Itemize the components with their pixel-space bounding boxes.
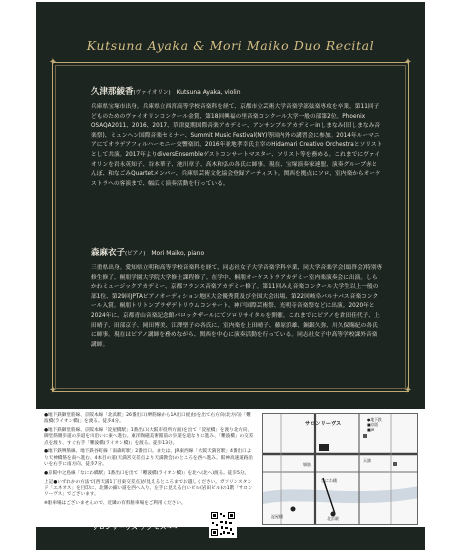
access-footer-label: サロンリーヴズ アクセス→→ <box>92 523 178 531</box>
violinist-name: 久津那綾香 <box>91 87 134 97</box>
corner-ornament-icon: ✦ <box>403 385 413 396</box>
pianist-roman-name: Mori Maiko, piano <box>151 250 205 257</box>
access-map[interactable] <box>262 413 418 525</box>
map-label-tenma: 天満 <box>363 458 371 463</box>
map-label-yodoyabashi: 淀屋橋 <box>271 514 283 519</box>
qr-code[interactable] <box>209 510 237 538</box>
access-directions <box>44 413 254 510</box>
map-legend-item: ■JR <box>367 427 375 432</box>
corner-ornament-icon: ✦ <box>403 57 413 68</box>
corner-ornament-icon: ✦ <box>48 57 58 68</box>
violinist-role: (ヴァイオリン) <box>133 90 171 96</box>
violinist-heading <box>91 85 383 97</box>
violinist-roman-name: Kutsuna Ayaka, violin <box>176 89 241 96</box>
map-legend-item: ■京阪 <box>367 422 379 427</box>
access-item: ●地下鉄御堂筋線、京阪本線「淀屋橋駅」1番出口(大阪市役所方面)を出て「淀屋橋」を渡り北方向、御堂筋側歩道の歩道を川沿いに東へ進む。東洋陶磁美術館前の歩道を道なりに進み、「難波橋」の交差点を渡り、すぐ右手「難波橋(ライオン橋)」を渡る。徒歩13分。 <box>44 428 254 446</box>
pianist-bio-text: 三重県出身。愛知県立明和高等学校音楽科を経て、同志社女子大学音楽学科卒業、同大学音楽学会(頌啓会)特別専修生修了。桐朋学園大学院大学修士課程修了。在学中、桐朋オーケストラアカデミー室内楽演奏会に出演。しらかわミュージックアカデミー、京都フランス音楽アカデミー修了。第11回みえ音楽コンクール大学生以上一般の部1位、第29回JPTAピアノオーディション地区大会優秀賞及び全国大会出場、第22回岐阜バルナバス音楽コンクール入賞。桐朋トリトンプラザデトリウムコンサート、神戸国際芸術祭、光明寺音楽祭などに出演。2020年と2024年に、京都青山音楽記念館バロックザールにてソロリサイタルを開催。これまでにピアノを倉田佳代子、上田晴子、田部京子、岡田博美、江澤聖子の各氏に、室内楽を上田晴子、藤原浜雄、銅銀久弥、川久保賜紀の各氏に師事。現在はピアノ講師を務めながら、関西を中心に演奏活動を行っている。同志社女子中高等学校課外音楽講師。 <box>91 265 383 348</box>
access-item: ●地下鉄堺筋線、地下鉄谷町線「南森町駅」2番出口。または、JR東西線「大阪天満宮駅」4番出口より天神橋筋を南へ進む、4本目の道(天満宮交差点より天満教会)のところを西へ進み、阪神高速道路沿いを右手に南方向、徒歩7分。 <box>44 449 253 468</box>
pianist-heading <box>91 246 383 258</box>
pianist-role: (ピアノ) <box>125 251 146 257</box>
map-legend <box>367 417 382 432</box>
map-legend-item: ●地下鉄 <box>367 417 382 422</box>
qr-code-icon <box>211 512 235 536</box>
violinist-bio <box>91 85 383 189</box>
recital-title: Kutsuna Ayaka & Mori Maiko Duo Recital <box>86 38 375 53</box>
map-label-kitahama: 北浜駅 <box>327 516 339 521</box>
map-drawing <box>263 414 418 525</box>
map-label-road: 堺筋 <box>303 462 311 467</box>
pianist-bio <box>91 246 383 350</box>
violinist-bio-text: 兵庫県宝塚市出身。兵庫県立西宮高等学校音楽科を経て、京都市立芸術大学音楽学部弦楽専攻を卒業。第11回子どものためのヴァイオリンコンクール金賞、第18回興福の里音楽コンクール大学一般の部第2位。Phoenix OSAQA2011、2016、2017、草津夏期国際音楽アカデミー、アンサンブルアカデミーinしまなみ(旧しまなみ音楽祭)、ミュンヘン国際音楽セミナー、Summit Music Festival(NY)等国内外の講習会に参加。2014年ルーマニアにてオラデアフィルハーモニー交響楽団、2016年並地孝幸氏主宰のHidamari Creativo Orchestraとソリストとして共演。2017年よりdiversEnsembleゲストコンサートマスター、ソリスト等を務める。これまでにヴァイオリンを岩永英知子、谷本華子、池川章子、高木和弘の各氏に師事。現在、宝塚演奏家連盟、演奏グループ赤とんぼ、和なごみQuartetメンバー、兵庫県芸術文化協会登録アーティスト。関西を拠点にソロ、室内楽からオーケストラへの客演まで、幅広く演奏活動を行っている。 <box>91 104 383 187</box>
access-item: ●地下鉄御堂筋線、京阪本線「北浜駅」26番出口(堺筋線から1A出口経由)を出て右方向(北方向)「難波橋(ライオン橋)」を渡る。徒歩4分。 <box>44 413 251 425</box>
access-item: 上記●いずれかの方法で[西天満1丁目東交差点]が見えるところまでお越しください。ガソリンスタンド「エネオス」を目印に、北側の細い道を西へ入り、左手に見える白いビル(岩田ビル)の1階「サロンリーヴス」でございます。 <box>44 479 253 498</box>
access-item: ●京阪中之島線「なにわ橋駅」1番出口を出て「難波橋(ライオン橋)」を北へ(北へ)渡る。徒歩5分。 <box>44 470 250 476</box>
map-venue-name: サロンリーヴス <box>305 421 342 427</box>
corner-ornament-icon: ✦ <box>48 385 58 396</box>
access-item: ※駐車場はございませんので、近隣の有料駐車場をご利用ください。 <box>44 501 186 507</box>
map-label-naniwabashi: なにわ橋 <box>321 478 337 483</box>
pianist-name: 森麻衣子 <box>91 248 126 258</box>
venue-marker-icon <box>319 444 329 451</box>
